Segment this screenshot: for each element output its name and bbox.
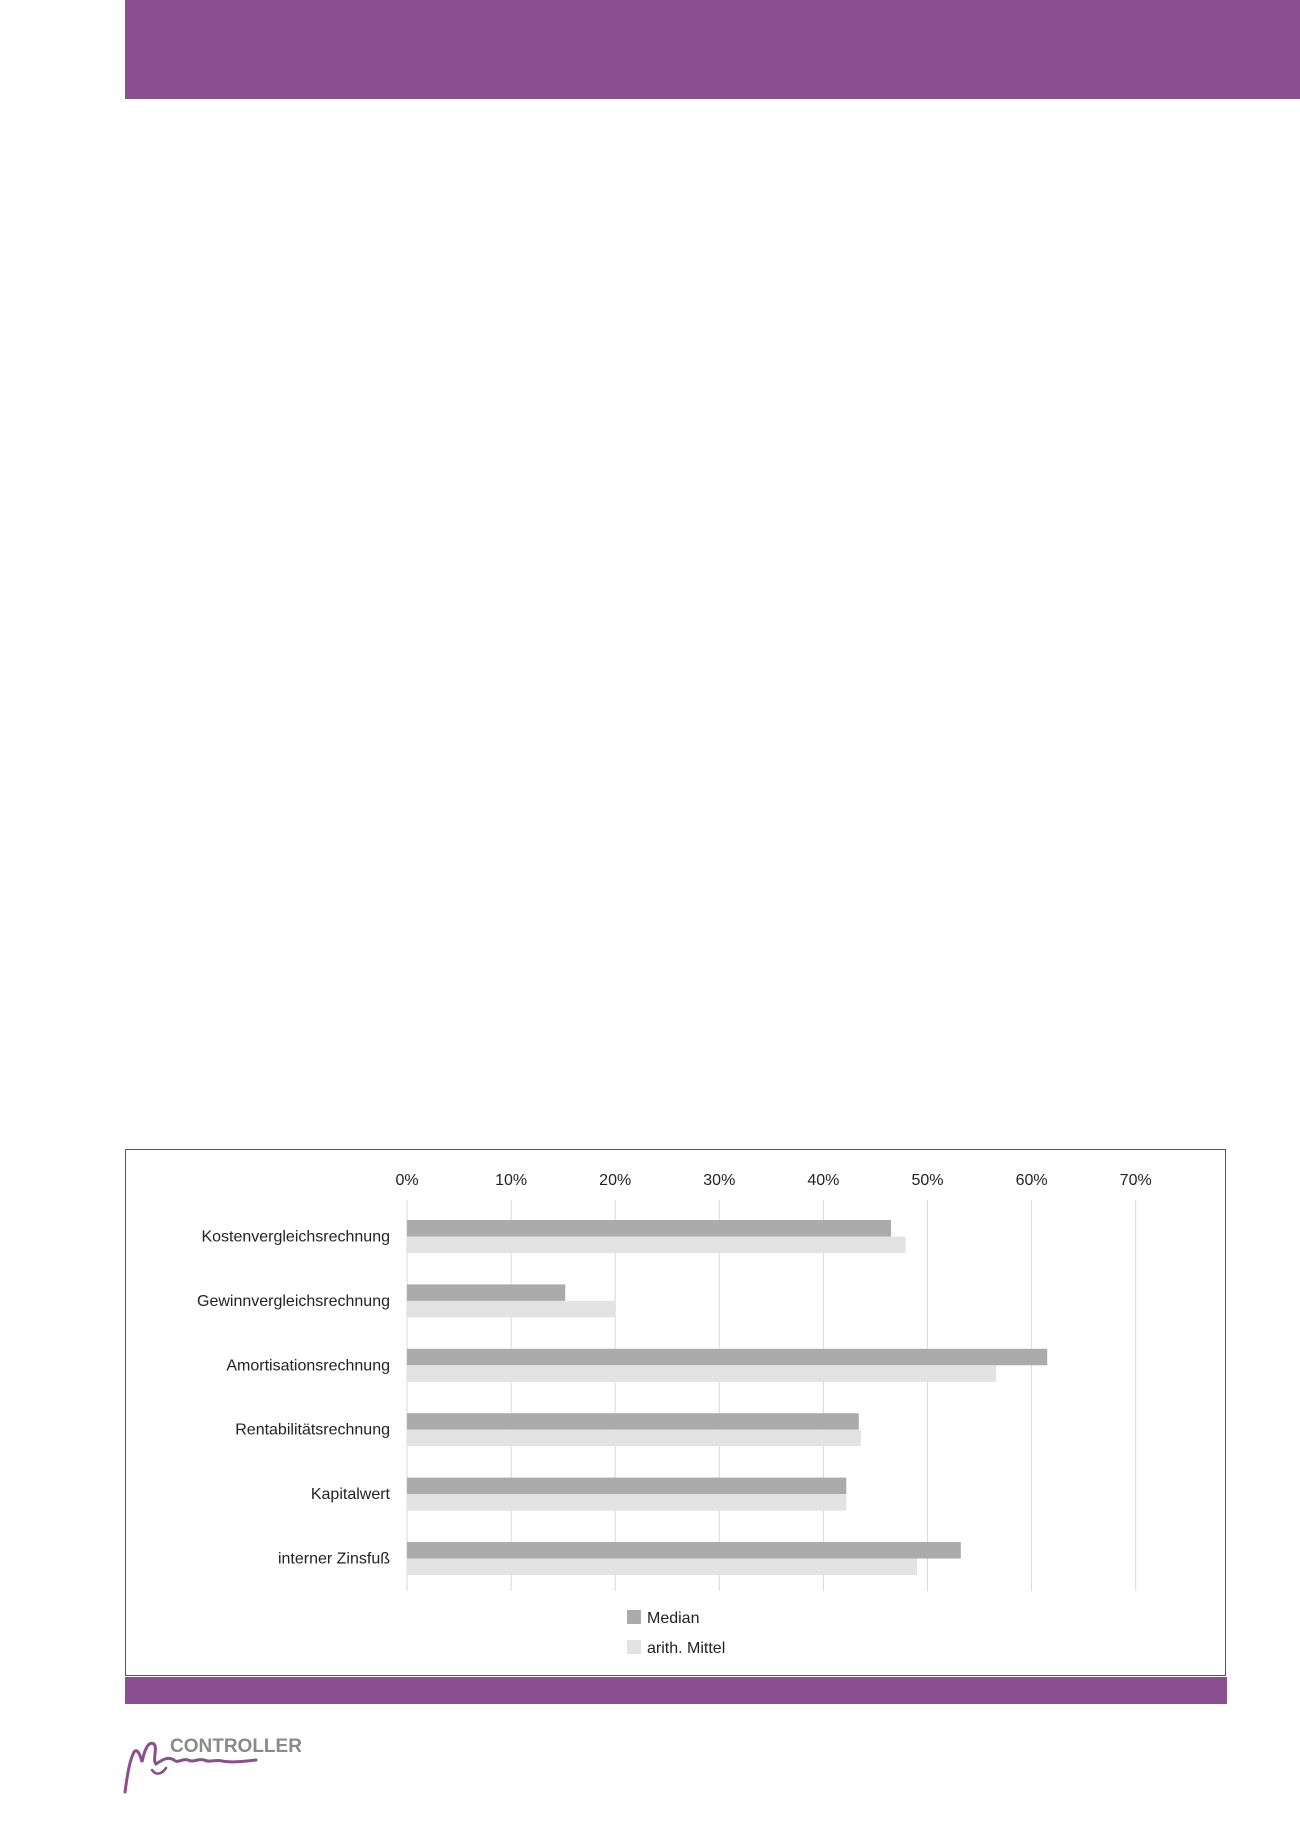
x-tick-label: 40%	[807, 1172, 840, 1189]
bar-mean	[407, 1494, 846, 1511]
category-label: Rentabilitätsrechnung	[235, 1421, 390, 1439]
x-tick-label: 20%	[599, 1172, 632, 1189]
footer-band	[125, 1677, 1227, 1704]
bar-median	[407, 1542, 961, 1559]
bar-median	[407, 1220, 891, 1237]
bar-mean	[407, 1365, 996, 1382]
legend-label: arith. Mittel	[647, 1640, 726, 1657]
x-tick-label: 30%	[703, 1172, 736, 1189]
category-label: Gewinnvergleichsrechnung	[197, 1292, 390, 1310]
controller-magazin-logo	[122, 1730, 302, 1795]
x-tick-label: 60%	[1015, 1172, 1048, 1189]
legend-label: Median	[647, 1610, 700, 1627]
header-band	[125, 0, 1300, 99]
category-label: Kapitalwert	[310, 1486, 390, 1504]
x-tick-label: 10%	[495, 1172, 528, 1189]
legend-swatch	[627, 1640, 641, 1654]
category-label: interner Zinsfuß	[277, 1550, 390, 1568]
chart-container	[125, 1149, 1226, 1676]
legend-swatch	[627, 1610, 641, 1624]
bar-median	[407, 1349, 1047, 1366]
logo-text: CONTROLLER	[170, 1736, 302, 1757]
category-label: Amortisationsrechnung	[226, 1357, 390, 1375]
bar-chart	[126, 1150, 1225, 1675]
x-tick-label: 50%	[911, 1172, 944, 1189]
bar-median	[407, 1284, 565, 1301]
x-tick-label: 0%	[395, 1172, 419, 1189]
bar-median	[407, 1478, 846, 1495]
bar-mean	[407, 1430, 861, 1447]
x-tick-label: 70%	[1119, 1172, 1152, 1189]
bar-mean	[407, 1237, 906, 1254]
bar-mean	[407, 1559, 917, 1576]
bar-median	[407, 1413, 859, 1430]
category-label: Kostenvergleichsrechnung	[201, 1228, 390, 1246]
bar-mean	[407, 1301, 615, 1318]
